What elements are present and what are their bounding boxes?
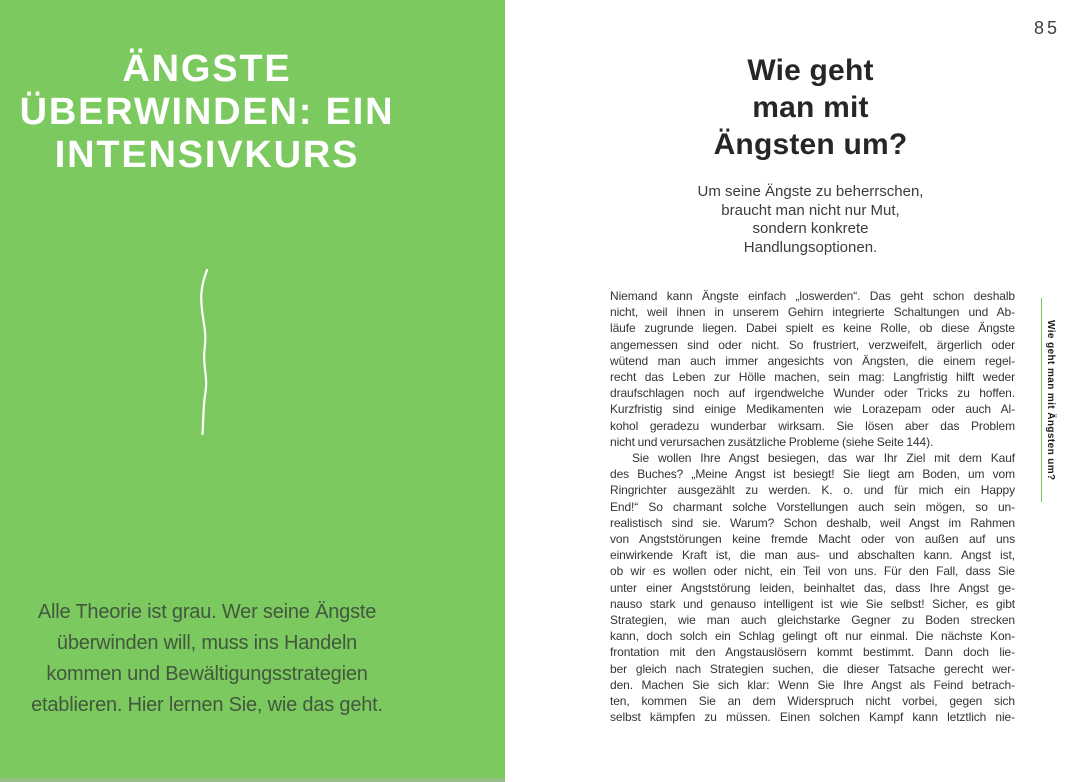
section-intro-line: Um seine Ängste zu beherrschen,	[697, 183, 924, 200]
chapter-title-line: INTENSIVKURS	[54, 134, 360, 176]
page-number: 85	[1033, 18, 1060, 38]
body-text-line: des Buches? „Meine Angst ist besiegt! Sie liegt am Boden, um vom	[610, 467, 1015, 482]
body-text-line: nauso stark und genauso intelligent ist wie Sie selbst! Sicher, es gibt	[610, 596, 1015, 611]
section-heading	[608, 52, 1013, 163]
body-text-line: Kurzfristig sind einige Medikamenten wie Lorazepam oder auch Al-	[610, 402, 1015, 417]
body-text-line: nicht, weil ihnen in unserem Gehirn integrierte Schaltungen und Ab-	[610, 305, 1015, 320]
chapter-quote-line: etablieren. Hier lernen Sie, wie das geht.	[31, 694, 383, 716]
body-text-line: wütend man auch immer angesichts von Ängsten, die einem regel-	[610, 353, 1015, 368]
chapter-quote-line: kommen und Bewältigungsstrategien	[46, 663, 368, 685]
section-heading-line: Wie geht	[747, 54, 874, 87]
body-text-line: Niemand kann Ängste einfach „loswerden“. Das geht schon deshalb	[610, 289, 1015, 303]
right-page	[505, 0, 1065, 782]
chapter-title	[0, 48, 414, 177]
body-text-line: kann, doch solch ein Schlag gelingt oft nur einmal. Die nächste Kon-	[610, 629, 1015, 644]
body-text-line: Ringrichter ausgezählt zu werden. K. o. und für mich ein Happy	[610, 483, 1015, 498]
body-text-line: ber gleich nach Strategien suchen, die dieser Tatsache gerecht wer-	[610, 661, 1015, 676]
body-text-line: kohol geradezu wunderbar wirksam. Sie lösen aber das Problem	[610, 418, 1015, 433]
body-text-line: unter einer Angststörung leiden, beinhaltet das, dass Ihre Angst ge-	[610, 580, 1015, 595]
section-heading-line: Ängsten um?	[713, 128, 908, 161]
section-intro-line: Handlungsoptionen.	[743, 239, 878, 257]
body-text-line: frontation mit den Angstauslösern kommt bestimmt. Dann doch lie-	[610, 645, 1015, 660]
body-text-line: Sie wollen Ihre Angst besiegen, das war Ihr Ziel mit dem Kauf	[632, 451, 1015, 466]
chapter-quote-line: überwinden will, muss ins Handeln	[56, 632, 358, 654]
body-text-line: einwirkende Kraft ist, die man aus- und abschalten kann. Angst ist,	[610, 548, 1015, 563]
body-text-line: von Angststörungen keine fremde Macht oder von außen auf uns	[610, 532, 1015, 547]
body-text-line: End!“ So charmant solche Vorstellungen auch sein mögen, so un-	[610, 499, 1015, 514]
section-heading-line: man mit	[752, 91, 869, 124]
margin-tab: Wie geht man mit Ängsten um?	[1041, 298, 1056, 502]
section-intro-line: braucht man nicht nur Mut,	[721, 201, 900, 219]
wavy-line-icon	[196, 268, 214, 436]
section-intro	[608, 183, 1013, 258]
body-text-line: Strategien, wie man auch gleichstarke Gegner zu Boden strecken	[610, 613, 1015, 628]
section-intro-line: sondern konkrete	[752, 220, 869, 238]
body-text-line: draufschlagen noch auf irgendwelche Wunder oder Tricks zu hoffen.	[610, 386, 1015, 401]
body-text-line: recht das Leben zur Hölle machen, sein mag: Langfristig hilft weder	[610, 370, 1015, 385]
chapter-quote	[0, 597, 414, 721]
body-text-line: den. Machen Sie sich klar: Wenn Sie Ihre Angst als Feind betrach-	[610, 677, 1015, 692]
chapter-quote-line: Alle Theorie ist grau. Wer seine Ängste	[37, 601, 377, 623]
body-text	[610, 288, 1015, 725]
body-text-line: ten, kommen Sie an dem Widerspruch nicht vorbei, gegen sich	[610, 694, 1015, 709]
body-text-line: ob wir es wollen oder nicht, ein Teil von uns. Für den Fall, dass Sie	[610, 564, 1015, 579]
body-text-line: realistisch sind sie. Warum? Schon deshalb, weil Angst im Rahmen	[610, 515, 1015, 530]
body-text-line: nicht und verursachen zusätzliche Probleme (siehe Seite 144).	[610, 434, 934, 449]
chapter-title-line: ÄNGSTE	[122, 48, 292, 90]
body-text-line: selbst kämpfen zu müssen. Einen solchen Kampf kann letztlich nie-	[610, 710, 1015, 725]
left-page	[0, 0, 505, 782]
body-text-line: angemessen sind oder nicht. So frustriert, verzweifelt, ärgerlich oder	[610, 337, 1015, 352]
body-text-line: läufe zugrunde liegen. Dabei spielt es keine Rolle, ob diese Ängste	[610, 321, 1015, 336]
page-bottom-edge	[0, 778, 505, 782]
chapter-title-line: ÜBERWINDEN: EIN	[19, 91, 395, 133]
